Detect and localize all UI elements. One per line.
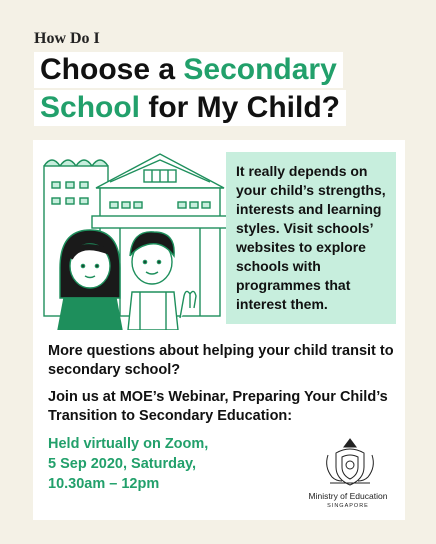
page-title — [34, 52, 346, 128]
title-line1-plain: Choose a — [40, 53, 184, 86]
moe-country: SINGAPORE — [327, 503, 369, 509]
kicker: How Do I — [34, 30, 100, 47]
info-text: It really depends on your child’s strengths, interests and learning styles. Visit schools’ websites to explore schools with programmes that interest them. — [236, 163, 386, 312]
moe-name: Ministry of Education — [308, 491, 388, 501]
info-box — [226, 152, 396, 324]
event-line-venue: Held virtually on Zoom, — [48, 436, 209, 452]
title-line2-plain: for My Child? — [140, 91, 340, 124]
moe-crest-icon — [322, 437, 378, 487]
title-line2-accent: School — [40, 91, 141, 124]
event-line-date: 5 Sep 2020, Saturday, — [48, 456, 197, 472]
moe-logo-text — [298, 491, 398, 511]
webinar-invite-text: Join us at MOE’s Webinar, Preparing Your Child’s Transition to Secondary Education: — [48, 389, 388, 424]
event-details — [48, 434, 258, 494]
event-line-time: 10.30am – 12pm — [48, 476, 160, 492]
school-and-children-illustration — [40, 148, 230, 330]
question-text: More questions about helping your child transit to secondary school? — [48, 343, 394, 378]
title-line1-accent: Secondary — [183, 53, 337, 86]
